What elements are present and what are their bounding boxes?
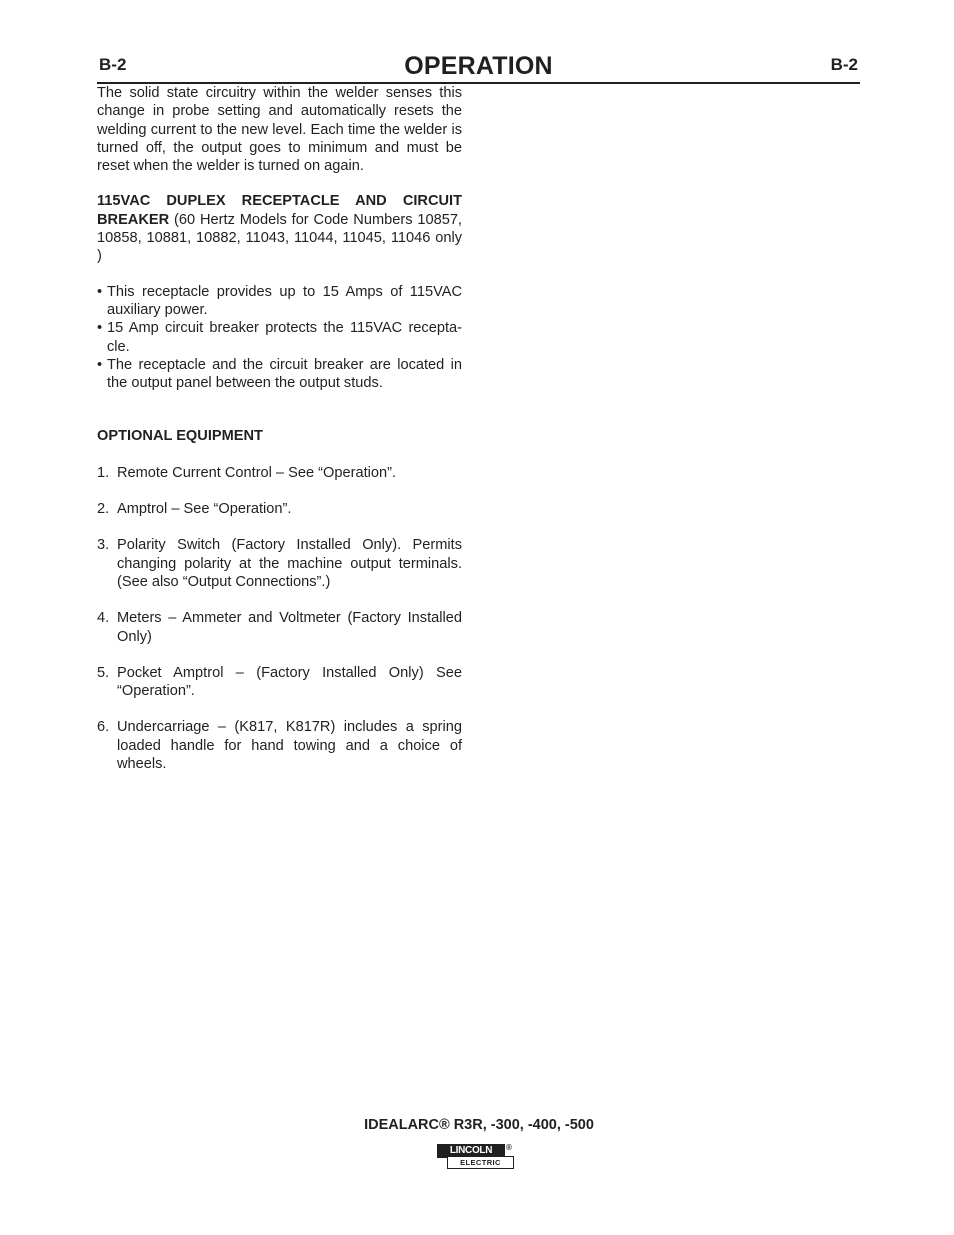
item-number: 5. xyxy=(97,664,110,681)
list-item xyxy=(97,356,462,393)
list-item xyxy=(97,536,462,591)
item-text: Polarity Switch (Factory Installed Only). Permits changing polarity at the machine output terminals. (See also “Output Connections”.) xyxy=(117,537,462,590)
receptacle-bullet-list xyxy=(97,283,462,393)
page-header xyxy=(97,52,860,84)
item-text: Amptrol – See “Operation”. xyxy=(117,501,292,518)
content-column xyxy=(97,84,462,791)
item-text: Undercarriage – (K817, K817R) includes a spring loaded handle for hand towing and a choice of wheels. xyxy=(117,719,462,773)
list-item xyxy=(97,500,462,518)
bullet-text: 15 Amp circuit breaker protects the 115VAC recepta-cle. xyxy=(107,320,462,355)
receptacle-paragraph xyxy=(97,192,462,265)
item-text: Pocket Amptrol – (Factory Installed Only) See “Operation”. xyxy=(117,664,462,700)
list-item xyxy=(97,464,462,482)
optional-equipment-heading: OPTIONAL EQUIPMENT xyxy=(97,428,263,445)
list-item xyxy=(97,283,462,320)
item-number: 4. xyxy=(97,610,110,627)
item-number: 6. xyxy=(97,719,110,736)
list-item xyxy=(97,664,462,701)
page-title: OPERATION xyxy=(404,52,553,80)
item-number: 2. xyxy=(97,501,110,518)
list-item xyxy=(97,319,462,356)
receptacle-note: (60 Hertz Models for Code Numbers 10857, 10858, 10881, 10882, 11043, 11044, 11045, 11046 only ) xyxy=(97,211,462,265)
item-number: 1. xyxy=(97,464,110,481)
item-number: 3. xyxy=(97,537,110,554)
bullet-icon: • xyxy=(97,356,103,373)
optional-equipment-list xyxy=(97,464,462,774)
list-item xyxy=(97,609,462,646)
bullet-text: This receptacle provides up to 15 Amps of 115VAC auxiliary power. xyxy=(107,283,462,318)
lincoln-electric-logo xyxy=(437,1144,515,1170)
logo-bottom-text: ELECTRIC xyxy=(447,1156,514,1169)
receptacle-heading: 115VAC DUPLEX RECEPTACLE AND CIRCUIT BREAKER xyxy=(97,193,462,228)
logo-registered-mark: ® xyxy=(506,1143,512,1152)
bullet-icon: • xyxy=(97,320,103,337)
footer-model-name: IDEALARC® R3R, -300, -400, -500 xyxy=(364,1117,594,1133)
list-item xyxy=(97,718,462,773)
logo-top-text: LINCOLN xyxy=(437,1144,505,1158)
intro-paragraph: The solid state circuitry within the welder senses this change in probe setting and automatically resets the welding current to the new level. Each time the welder is turned off, the output goes to minimum and must be reset when the welder is turned on again. xyxy=(97,85,462,175)
page-code-left: B-2 xyxy=(99,55,127,74)
bullet-icon: • xyxy=(97,283,103,300)
bullet-text: The receptacle and the circuit breaker are located in the output panel between the output studs. xyxy=(107,356,462,392)
item-text: Meters – Ammeter and Voltmeter (Factory Installed Only) xyxy=(117,610,462,645)
page-code-right: B-2 xyxy=(830,55,858,74)
item-text: Remote Current Control – See “Operation”. xyxy=(117,464,397,481)
